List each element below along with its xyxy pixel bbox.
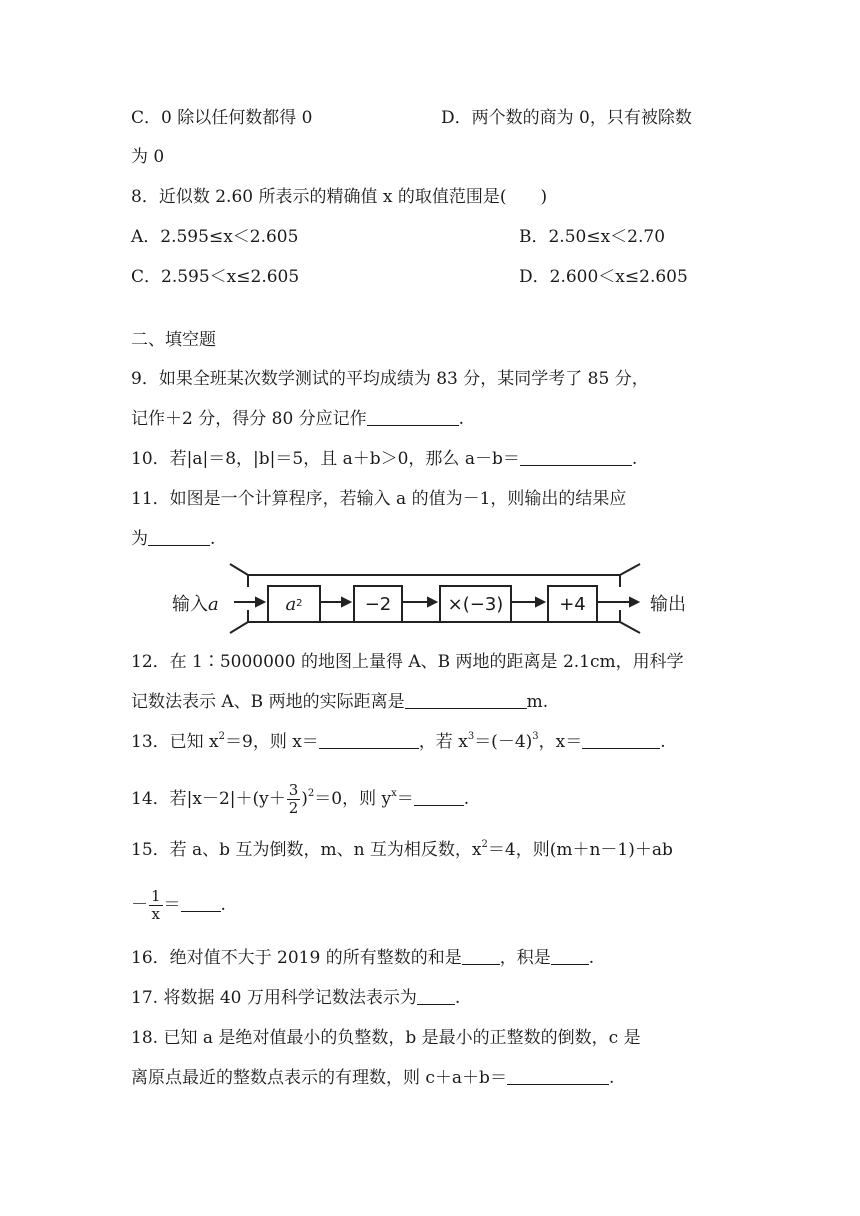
q17-end: . <box>454 988 461 1008</box>
q12-line1: 12．在 1∶5000000 的地图上量得 A、B 两地的距离是 2.1cm，用科学 <box>131 652 684 672</box>
flow-input-var: a <box>208 594 219 615</box>
q9-end: . <box>458 409 465 429</box>
q9-line2 <box>131 407 464 431</box>
q16-end: . <box>588 948 595 968</box>
q12-answer-blank[interactable] <box>405 690 527 709</box>
q16-text-1: 16．绝对值不大于 2019 的所有整数的和是 <box>131 948 462 968</box>
flowchart-frame <box>0 562 860 642</box>
q18-end: . <box>608 1068 615 1088</box>
q12-text: 记数法表示 A、B 两地的实际距离是 <box>131 692 405 712</box>
q14-line <box>131 782 469 817</box>
flow-step1-base: a <box>285 593 297 615</box>
q15-line1 <box>131 838 673 862</box>
q18-line2 <box>131 1066 614 1090</box>
q15-text-4: ＝ <box>163 895 181 915</box>
q15-text-3: － <box>131 895 148 915</box>
q15-text-1: 15．若 a、b 互为倒数，m、n 互为相反数，x <box>131 840 482 860</box>
q10-answer-blank[interactable] <box>520 447 632 466</box>
q18-line1: 18. 已知 a 是绝对值最小的负整数，b 是最小的正整数的倒数，c 是 <box>131 1028 641 1048</box>
q11-end: . <box>210 529 216 549</box>
q15-end: . <box>220 895 226 915</box>
q10-line <box>131 447 637 471</box>
q14-frac-den: 2 <box>288 799 299 817</box>
q14-answer-blank[interactable] <box>414 787 464 806</box>
flow-step-plus4: +4 <box>547 585 598 623</box>
q13-text-4: ＝(－4) <box>474 732 533 752</box>
q13-text-5: ，x＝ <box>538 732 583 752</box>
q15-frac-den: x <box>151 905 160 923</box>
q13-answer-blank-2[interactable] <box>582 730 660 749</box>
q10-text: 10．若|a|＝8，|b|＝5，且 a＋b＞0，那么 a－b＝ <box>131 449 520 469</box>
q12-end: m. <box>526 692 549 712</box>
q10-end: . <box>631 449 638 469</box>
q15-exp-1: 2 <box>481 839 488 850</box>
q7-option-d-cont: 为 0 <box>131 147 165 167</box>
q13-end: . <box>660 732 666 752</box>
q8-option-c: C．2.595＜x≤2.605 <box>131 267 300 287</box>
flow-input-label <box>172 590 219 616</box>
q13-exp-3: 3 <box>532 731 539 742</box>
q11-answer-blank[interactable] <box>148 527 210 546</box>
flow-output-label: 输出 <box>650 594 686 615</box>
q15-line2 <box>131 888 226 923</box>
q14-text-3: ＝0，则 y <box>314 789 392 809</box>
q14-text-1: 14．若|x－2|＋(y＋ <box>131 789 286 809</box>
q14-frac-num: 3 <box>288 781 299 799</box>
q11-line2 <box>131 527 215 551</box>
q14-exp-1: 2 <box>307 788 315 799</box>
q15-frac-num: 1 <box>151 887 161 905</box>
q18-answer-blank[interactable] <box>507 1066 609 1085</box>
q15-answer-blank[interactable] <box>181 893 221 912</box>
q16-answer-blank-2[interactable] <box>551 946 589 965</box>
flow-input-text: 输入 <box>172 594 208 615</box>
flow-step-minus2: −2 <box>353 585 403 623</box>
q8-option-d: D．2.600＜x≤2.605 <box>519 267 688 287</box>
q14-text-2: ) <box>301 789 308 809</box>
section-title: 二、填空题 <box>131 330 216 350</box>
q14-exp-2: x <box>391 788 397 799</box>
q13-exp-1: 2 <box>218 731 225 742</box>
q11-text: 为 <box>131 529 148 549</box>
q16-answer-blank-1[interactable] <box>462 946 500 965</box>
q16-text-2: ，积是 <box>499 948 551 968</box>
q8-option-a: A．2.595≤x＜2.605 <box>131 227 299 247</box>
q17-line <box>131 986 460 1010</box>
q17-answer-blank[interactable] <box>417 986 455 1005</box>
q18-text: 离原点最近的整数点表示的有理数，则 c＋a＋b＝ <box>131 1068 507 1088</box>
q13-line <box>131 730 666 754</box>
q7-option-d: D．两个数的商为 0，只有被除数 <box>441 108 692 128</box>
q9-text: 记作＋2 分，得分 80 分应记作 <box>131 409 367 429</box>
q13-exp-2: 3 <box>467 731 475 742</box>
flow-step-times-neg3: ×(−3) <box>439 585 512 623</box>
q8-stem: 8．近似数 2.60 所表示的精确值 x 的取值范围是( ) <box>131 187 548 207</box>
q7-option-c: C．0 除以任何数都得 0 <box>131 108 313 128</box>
q17-text: 17. 将数据 40 万用科学记数法表示为 <box>131 988 417 1008</box>
flow-step-square: a 2 <box>267 585 321 623</box>
q9-line1: 9．如果全班某次数学测试的平均成绩为 83 分，某同学考了 85 分， <box>131 369 649 389</box>
q15-fraction <box>149 888 163 923</box>
q8-option-b: B．2.50≤x＜2.70 <box>519 227 666 247</box>
q14-text-4: ＝ <box>396 789 414 809</box>
q14-fraction <box>287 782 301 817</box>
q13-text-1: 13．已知 x <box>131 732 219 752</box>
q14-end: . <box>463 789 470 809</box>
q12-line2 <box>131 690 548 714</box>
q15-text-2: ＝4，则(m＋n－1)＋ab <box>487 840 673 860</box>
q9-answer-blank[interactable] <box>367 407 459 426</box>
q13-text-3: ，若 x <box>418 732 468 752</box>
q13-answer-blank-1[interactable] <box>319 730 419 749</box>
q16-line <box>131 946 594 970</box>
q11-line1: 11．如图是一个计算程序，若输入 a 的值为－1，则输出的结果应 <box>131 489 627 509</box>
q13-text-2: ＝9，则 x＝ <box>225 732 319 752</box>
